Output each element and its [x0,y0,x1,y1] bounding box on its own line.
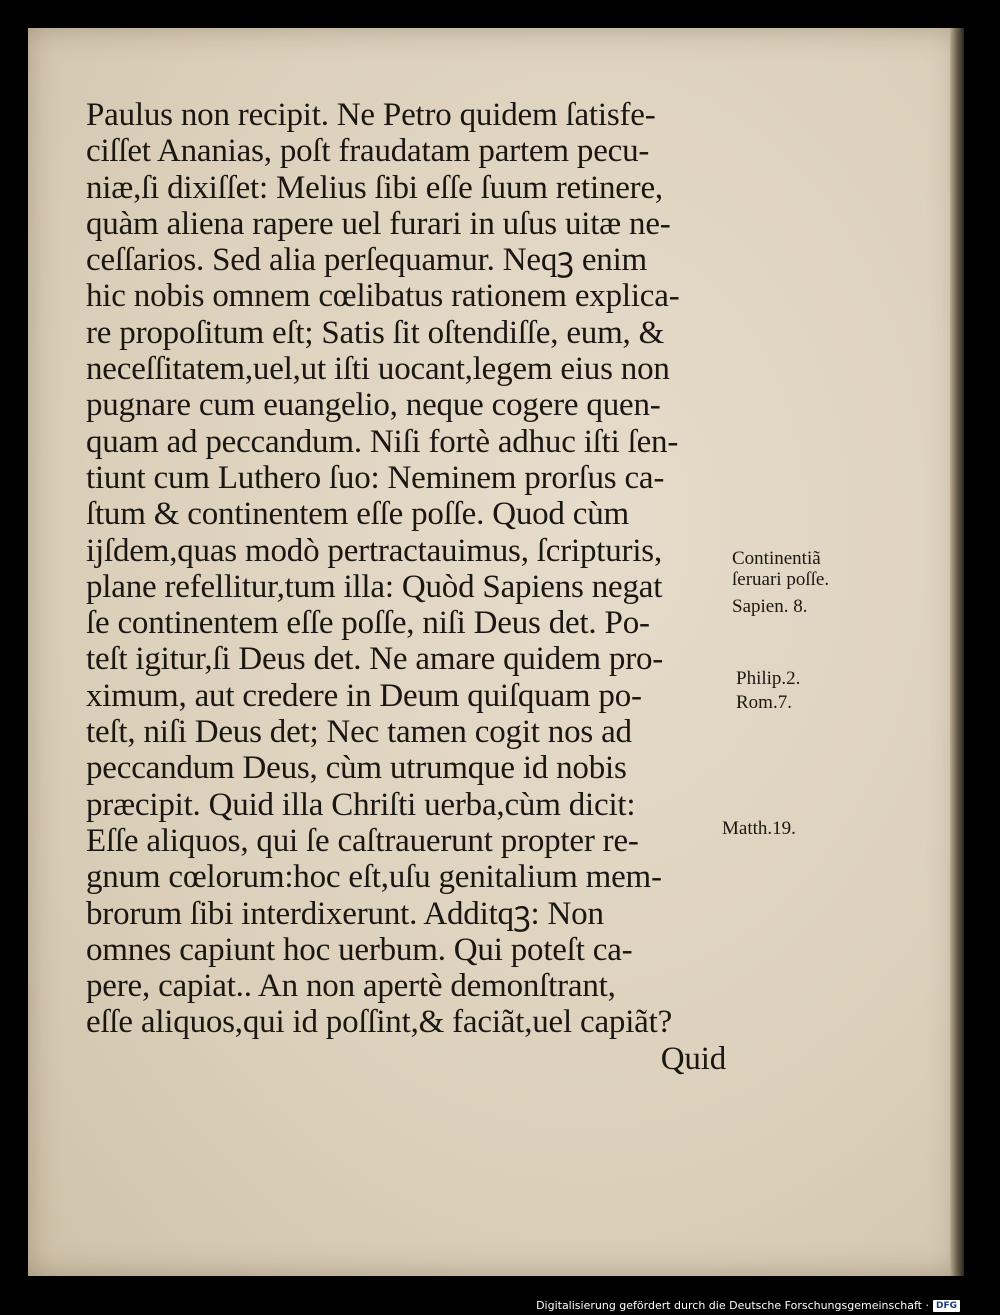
text-line: teſt, niſi Deus det; Nec tamen cogit nos ad [86,714,632,751]
text-line: Paulus non recipit. Ne Petro quidem ſatisfe- [86,97,656,133]
margin-note: Sapien. 8. [732,596,808,617]
text-line: gnum cœlorum:hoc eſt,uſu genitalium mem- [86,859,662,896]
footer-text: Digitalisierung gefördert durch die Deutsche Forschungsgemeinschaft · [536,1299,929,1312]
text-line: brorum ſibi interdixerunt. Additqꝫ: Non [86,895,604,932]
text-line: ſtum & continentem eſſe poſſe. Quod cùm [86,496,630,533]
text-line: peccandum Deus, cùm utrumque id nobis [86,750,627,787]
text-line: pugnare cum euangelio, neque cogere quen- [86,387,661,424]
text-line: niæ,ſi dixiſſet: Melius ſibi eſſe ſuum retinere, [86,169,663,206]
text-line: ſe continentem eſſe poſſe, niſi Deus det. Po- [86,605,650,642]
text-line: quàm aliena rapere uel furari in uſus uitæ ne- [86,205,671,242]
text-line: ceſſarios. Sed alia perſequamur. Neqꝫ enim [86,242,648,279]
text-line: Eſſe aliquos, qui ſe caſtrauerunt propter re- [86,822,639,859]
text-line: ximum, aut credere in Deum quiſquam po- [86,677,642,714]
text-line: tiunt cum Luthero ſuo: Neminem prorſus ca- [86,459,665,496]
main-text-block [86,97,726,1077]
text-line: eſſe aliquos,qui id poſſint,& faciãt,uel capiãt? [86,1004,673,1041]
text-line: ĳſdem,quas modò pertractauimus, ſcripturis, [86,532,662,569]
margin-note: Continentiã [732,548,821,569]
text-line: omnes capiunt hoc uerbum. Qui poteſt ca- [86,931,633,968]
page-edge [950,28,964,1276]
margin-note: Rom.7. [736,692,792,713]
text-line: neceſſitatem,uel,ut iſti uocant,legem eius non [86,351,670,388]
text-line: quam ad peccandum. Niſi fortè adhuc iſti ſen- [86,423,679,460]
text-line: teſt igitur,ſi Deus det. Ne amare quidem pro- [86,641,664,678]
text-line: ciſſet Ananias, poſt fraudatam partem pecu- [86,133,650,170]
margin-note: Philip.2. [736,668,801,689]
margin-note: Matth.19. [722,818,796,839]
text-line: pere, capiat.. An non apertè demonſtrant, [86,968,616,1005]
digitization-footer [536,1299,960,1312]
dfg-logo: DFG [933,1300,960,1312]
text-line: plane refellitur,tum illa: Quòd Sapiens negat [86,568,663,605]
text-line: præcipit. Quid illa Chriſti uerba,cùm dicit: [86,786,636,823]
catchword: Quid [660,1040,726,1077]
margin-note: ſeruari poſſe. [732,569,830,590]
text-line: hic nobis omnem cœlibatus rationem explica- [86,278,680,315]
text-line: re propoſitum eſt; Satis ſit oſtendiſſe, eum, & [86,314,665,351]
